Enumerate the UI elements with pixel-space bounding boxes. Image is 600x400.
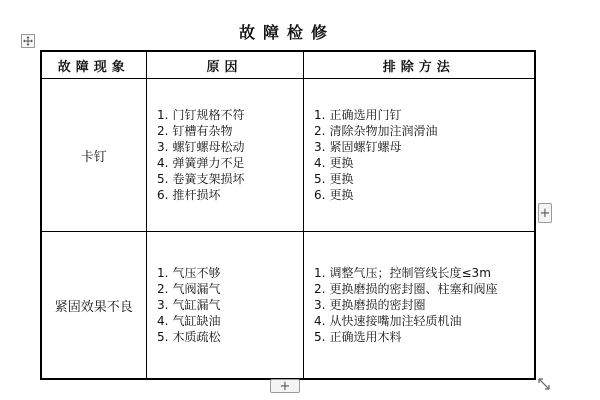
list-item: 清除杂物加注润滑油	[329, 124, 438, 138]
remedy-cell	[303, 79, 535, 232]
list-item: 更换	[329, 172, 354, 186]
list-item: 卷簧支架损坏	[172, 172, 245, 186]
header-cause: 原因	[146, 51, 303, 79]
list-item: 螺钉螺母松动	[172, 140, 245, 154]
list-item: 弹簧弹力不足	[172, 156, 245, 170]
list-item: 从快速接嘴加注轻质机油	[329, 314, 462, 328]
remedy-list	[304, 265, 535, 345]
list-item: 木质疏松	[172, 330, 221, 344]
cause-cell	[146, 232, 303, 380]
repair-table	[40, 50, 536, 380]
add-row-icon: +	[279, 378, 291, 394]
move-icon	[23, 36, 33, 46]
cause-cell	[146, 79, 303, 232]
list-item: 更换磨损的密封圈	[329, 298, 426, 312]
phenomenon-cell: 紧固效果不良	[41, 232, 146, 380]
resize-icon	[538, 378, 550, 390]
list-item: 推杆损坏	[172, 188, 221, 202]
list-item: 门钉规格不符	[172, 108, 245, 122]
remedy-list	[304, 107, 535, 203]
phenomenon-cell: 卡钉	[41, 79, 146, 232]
add-column-icon: +	[539, 205, 551, 221]
list-item: 正确选用木料	[329, 330, 402, 344]
table-move-handle[interactable]	[21, 34, 35, 48]
list-item: 更换磨损的密封圈、柱塞和阀座	[329, 282, 498, 296]
add-column-button[interactable]	[538, 203, 552, 223]
list-item: 气压不够	[172, 266, 221, 280]
page-title: 故障检修	[238, 23, 335, 42]
header-remedy: 排除方法	[303, 51, 535, 79]
table-row	[41, 232, 535, 380]
list-item: 调整气压；控制管线长度≤3m	[329, 266, 491, 280]
list-item: 更换	[329, 188, 354, 202]
table-row	[41, 79, 535, 232]
table-header-row	[41, 51, 535, 79]
list-item: 钉槽有杂物	[172, 124, 233, 138]
list-item: 紧固螺钉螺母	[329, 140, 402, 154]
list-item: 气缸缺油	[172, 314, 221, 328]
table-resize-handle[interactable]	[537, 377, 551, 391]
list-item: 正确选用门钉	[329, 108, 402, 122]
list-item: 更换	[329, 156, 354, 170]
add-row-button[interactable]	[270, 379, 300, 393]
list-item: 气阀漏气	[172, 282, 221, 296]
cause-list	[147, 265, 303, 345]
list-item: 气缸漏气	[172, 298, 221, 312]
cause-list	[147, 107, 303, 203]
remedy-cell	[303, 232, 535, 380]
header-phenomenon: 故障现象	[41, 51, 146, 79]
